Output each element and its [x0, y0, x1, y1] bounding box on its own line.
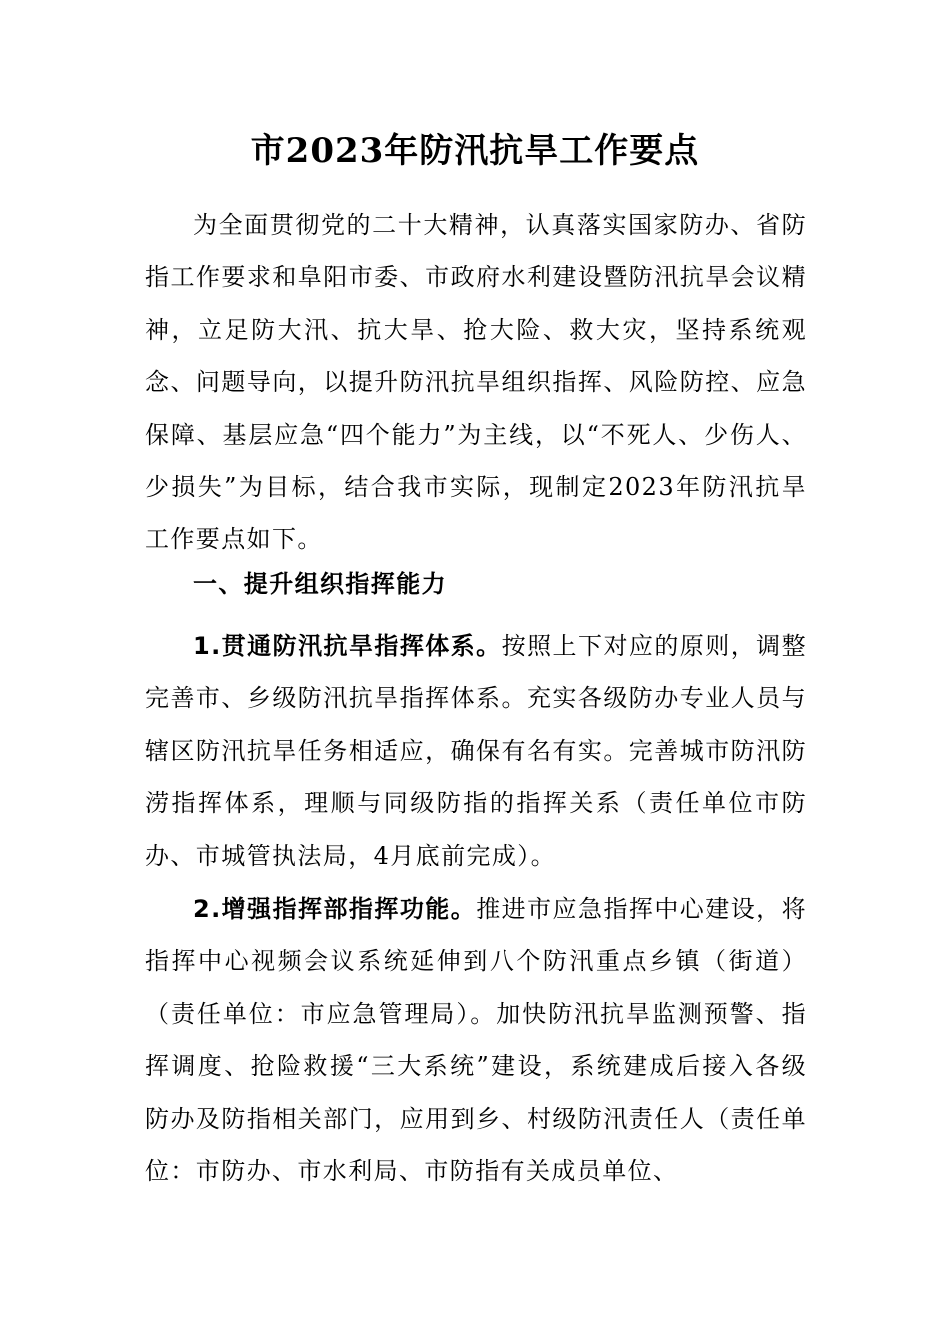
intro-paragraph: 为全面贯彻党的二十大精神，认真落实国家防办、省防指工作要求和阜阳市委、市政府水利建设暨防汛抗旱会议精神，立足防大汛、抗大旱、抢大险、救大灾，坚持系统观念、问题导向，以提升防汛抗旱组织指挥、风险防控、应急保障、基层应急“四个能力”为主线，以“不死人、少伤人、少损失”为目标，结合我市实际，现制定2023年防汛抗旱工作要点如下。 — [145, 211, 807, 554]
section-heading-1: 一、提升组织指挥能力 — [193, 570, 447, 598]
item-1-lead: 1.贯通防汛抗旱指挥体系。 — [193, 632, 502, 660]
section-item-2 — [145, 883, 807, 1197]
item-2-body: 推进市应急指挥中心建设，将指挥中心视频会议系统延伸到八个防汛重点乡镇（街道）（责任单位：市应急管理局）。加快防汛抗旱监测预警、指挥调度、抢险救援“三大系统”建设，系统建成后接入各级防办及防指相关部门，应用到乡、村级防汛责任人（责任单位：市防办、市水利局、市防指有关成员单位、 — [145, 895, 807, 1186]
document-title: 市2023年防汛抗旱工作要点 — [250, 131, 700, 171]
section-item-1 — [145, 620, 807, 882]
item-2-lead: 2.增强指挥部指挥功能。 — [193, 895, 477, 923]
item-1-body: 按照上下对应的原则，调整完善市、乡级防汛抗旱指挥体系。充实各级防办专业人员与辖区防汛抗旱任务相适应，确保有名有实。完善城市防汛防涝指挥体系，理顺与同级防指的指挥关系（责任单位市防办、市城管执法局，4月底前完成）。 — [145, 632, 808, 870]
